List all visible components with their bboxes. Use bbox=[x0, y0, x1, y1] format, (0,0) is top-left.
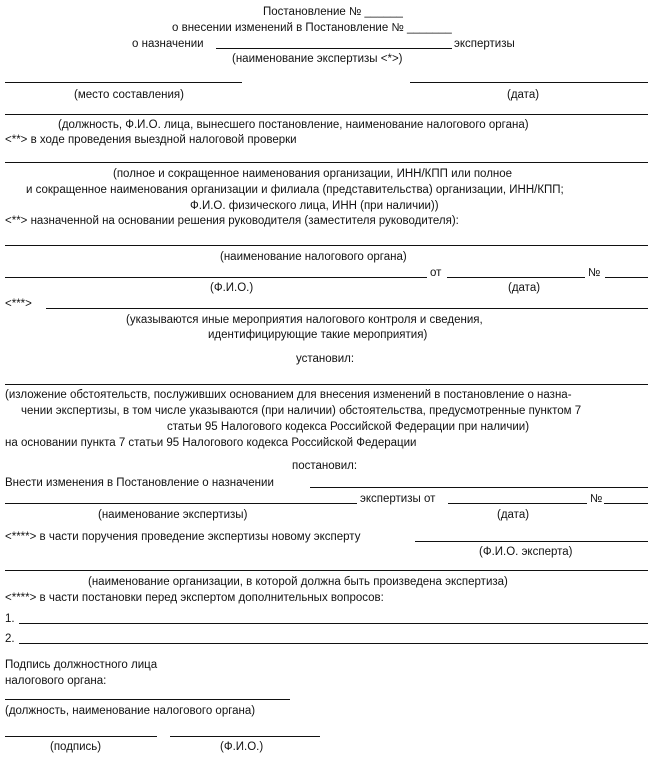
circumstances-hint-1: (изложение обстоятельств, послуживших основанием для внесения изменений в постановление о назна- bbox=[5, 389, 572, 401]
decision-date-hint: (дата) bbox=[508, 282, 541, 294]
decision-number-field[interactable] bbox=[605, 277, 648, 278]
signature-label-1: Подпись должностного лица bbox=[5, 659, 158, 671]
date-field[interactable] bbox=[410, 82, 648, 83]
decision-number-label: № bbox=[588, 267, 601, 279]
decision-fio-field[interactable] bbox=[5, 277, 427, 278]
question-1-label: 1. bbox=[5, 613, 15, 625]
decision-date-field[interactable] bbox=[447, 277, 585, 278]
signature-position-field[interactable] bbox=[5, 699, 290, 700]
authority-field[interactable] bbox=[5, 245, 648, 246]
expertise-number-field[interactable] bbox=[604, 503, 648, 504]
resolved-heading: постановил: bbox=[292, 460, 358, 472]
legal-basis: на основании пункта 7 статьи 95 Налогового кодекса Российской Федерации bbox=[5, 437, 417, 449]
signature-position-hint: (должность, наименование налогового органа) bbox=[5, 705, 256, 717]
other-measures-hint-2: идентифицирующие такие мероприятия) bbox=[208, 329, 428, 341]
amend-field[interactable] bbox=[310, 487, 648, 488]
audit-note: <**> в ходе проведения выездной налоговой проверки bbox=[5, 134, 297, 146]
taxpayer-hint-3: Ф.И.О. физического лица, ИНН (при наличии)) bbox=[190, 200, 439, 212]
taxpayer-hint-2: и сокращенное наименования организации и филиала (представительства) организации, ИНН/КПП; bbox=[26, 184, 564, 196]
signature-sign-field[interactable] bbox=[5, 736, 157, 737]
amend-prefix: Внести изменения в Постановление о назначении bbox=[5, 477, 274, 489]
new-expert-note: <****> в части поручения проведение экспертизы новому эксперту bbox=[5, 531, 361, 543]
other-measures-hint-1: (указываются иные мероприятия налогового контроля и сведения, bbox=[126, 314, 483, 326]
established-heading: установил: bbox=[296, 353, 355, 365]
organization-field[interactable] bbox=[5, 570, 648, 571]
other-measures-marker: <***> bbox=[5, 298, 32, 310]
date-hint: (дата) bbox=[507, 89, 540, 101]
expertise-name-field[interactable] bbox=[216, 48, 452, 49]
question-2-field[interactable] bbox=[19, 643, 648, 644]
taxpayer-field[interactable] bbox=[5, 162, 648, 163]
amendment-subtitle: о внесении изменений в Постановление № _______ bbox=[172, 22, 452, 34]
decision-note: <**> назначенной на основании решения руководителя (заместителя руководителя): bbox=[5, 215, 459, 227]
circumstances-field[interactable] bbox=[5, 384, 648, 385]
signature-fio-field[interactable] bbox=[170, 736, 320, 737]
taxpayer-hint-1: (полное и сокращенное наименования организации, ИНН/КПП или полное bbox=[113, 168, 513, 180]
official-field[interactable] bbox=[5, 114, 648, 115]
appointment-prefix: о назначении bbox=[132, 38, 204, 50]
signature-sign-hint: (подпись) bbox=[50, 741, 102, 753]
expertise-name-hint-2: (наименование экспертизы) bbox=[98, 509, 248, 521]
question-1-field[interactable] bbox=[19, 623, 648, 624]
expert-fio-hint: (Ф.И.О. эксперта) bbox=[479, 546, 573, 558]
questions-note: <****> в части постановки перед экспертом дополнительных вопросов: bbox=[5, 592, 384, 604]
signature-fio-hint: (Ф.И.О.) bbox=[220, 741, 264, 753]
organization-hint: (наименование организации, в которой должна быть произведена экспертиза) bbox=[88, 576, 508, 588]
decision-fio-hint: (Ф.И.О.) bbox=[210, 282, 254, 294]
expertise-date-field[interactable] bbox=[448, 503, 587, 504]
decision-from-label: от bbox=[430, 267, 442, 279]
expertise-name-field-2[interactable] bbox=[5, 503, 357, 504]
place-field[interactable] bbox=[5, 82, 242, 83]
expert-fio-field[interactable] bbox=[415, 541, 648, 542]
circumstances-hint-3: статьи 95 Налогового кодекса Российской Федерации при наличии) bbox=[167, 421, 530, 433]
question-2-label: 2. bbox=[5, 633, 15, 645]
signature-label-2: налогового органа: bbox=[5, 675, 107, 687]
other-measures-field[interactable] bbox=[46, 308, 648, 309]
expertise-date-hint: (дата) bbox=[497, 509, 530, 521]
place-hint: (место составления) bbox=[74, 89, 184, 101]
appointment-suffix: экспертизы bbox=[454, 38, 515, 50]
official-hint: (должность, Ф.И.О. лица, вынесшего постановление, наименование налогового органа) bbox=[58, 119, 529, 131]
authority-hint: (наименование налогового органа) bbox=[220, 251, 407, 263]
title-number: Постановление № ______ bbox=[263, 6, 403, 18]
expertise-number-label: № bbox=[590, 493, 603, 505]
expertise-from-label: экспертизы от bbox=[360, 493, 436, 505]
expertise-name-hint: (наименование экспертизы <*>) bbox=[232, 53, 403, 65]
circumstances-hint-2: чении экспертизы, в том числе указываются (при наличии) обстоятельства, предусмотренные пунктом 7 bbox=[21, 405, 582, 417]
